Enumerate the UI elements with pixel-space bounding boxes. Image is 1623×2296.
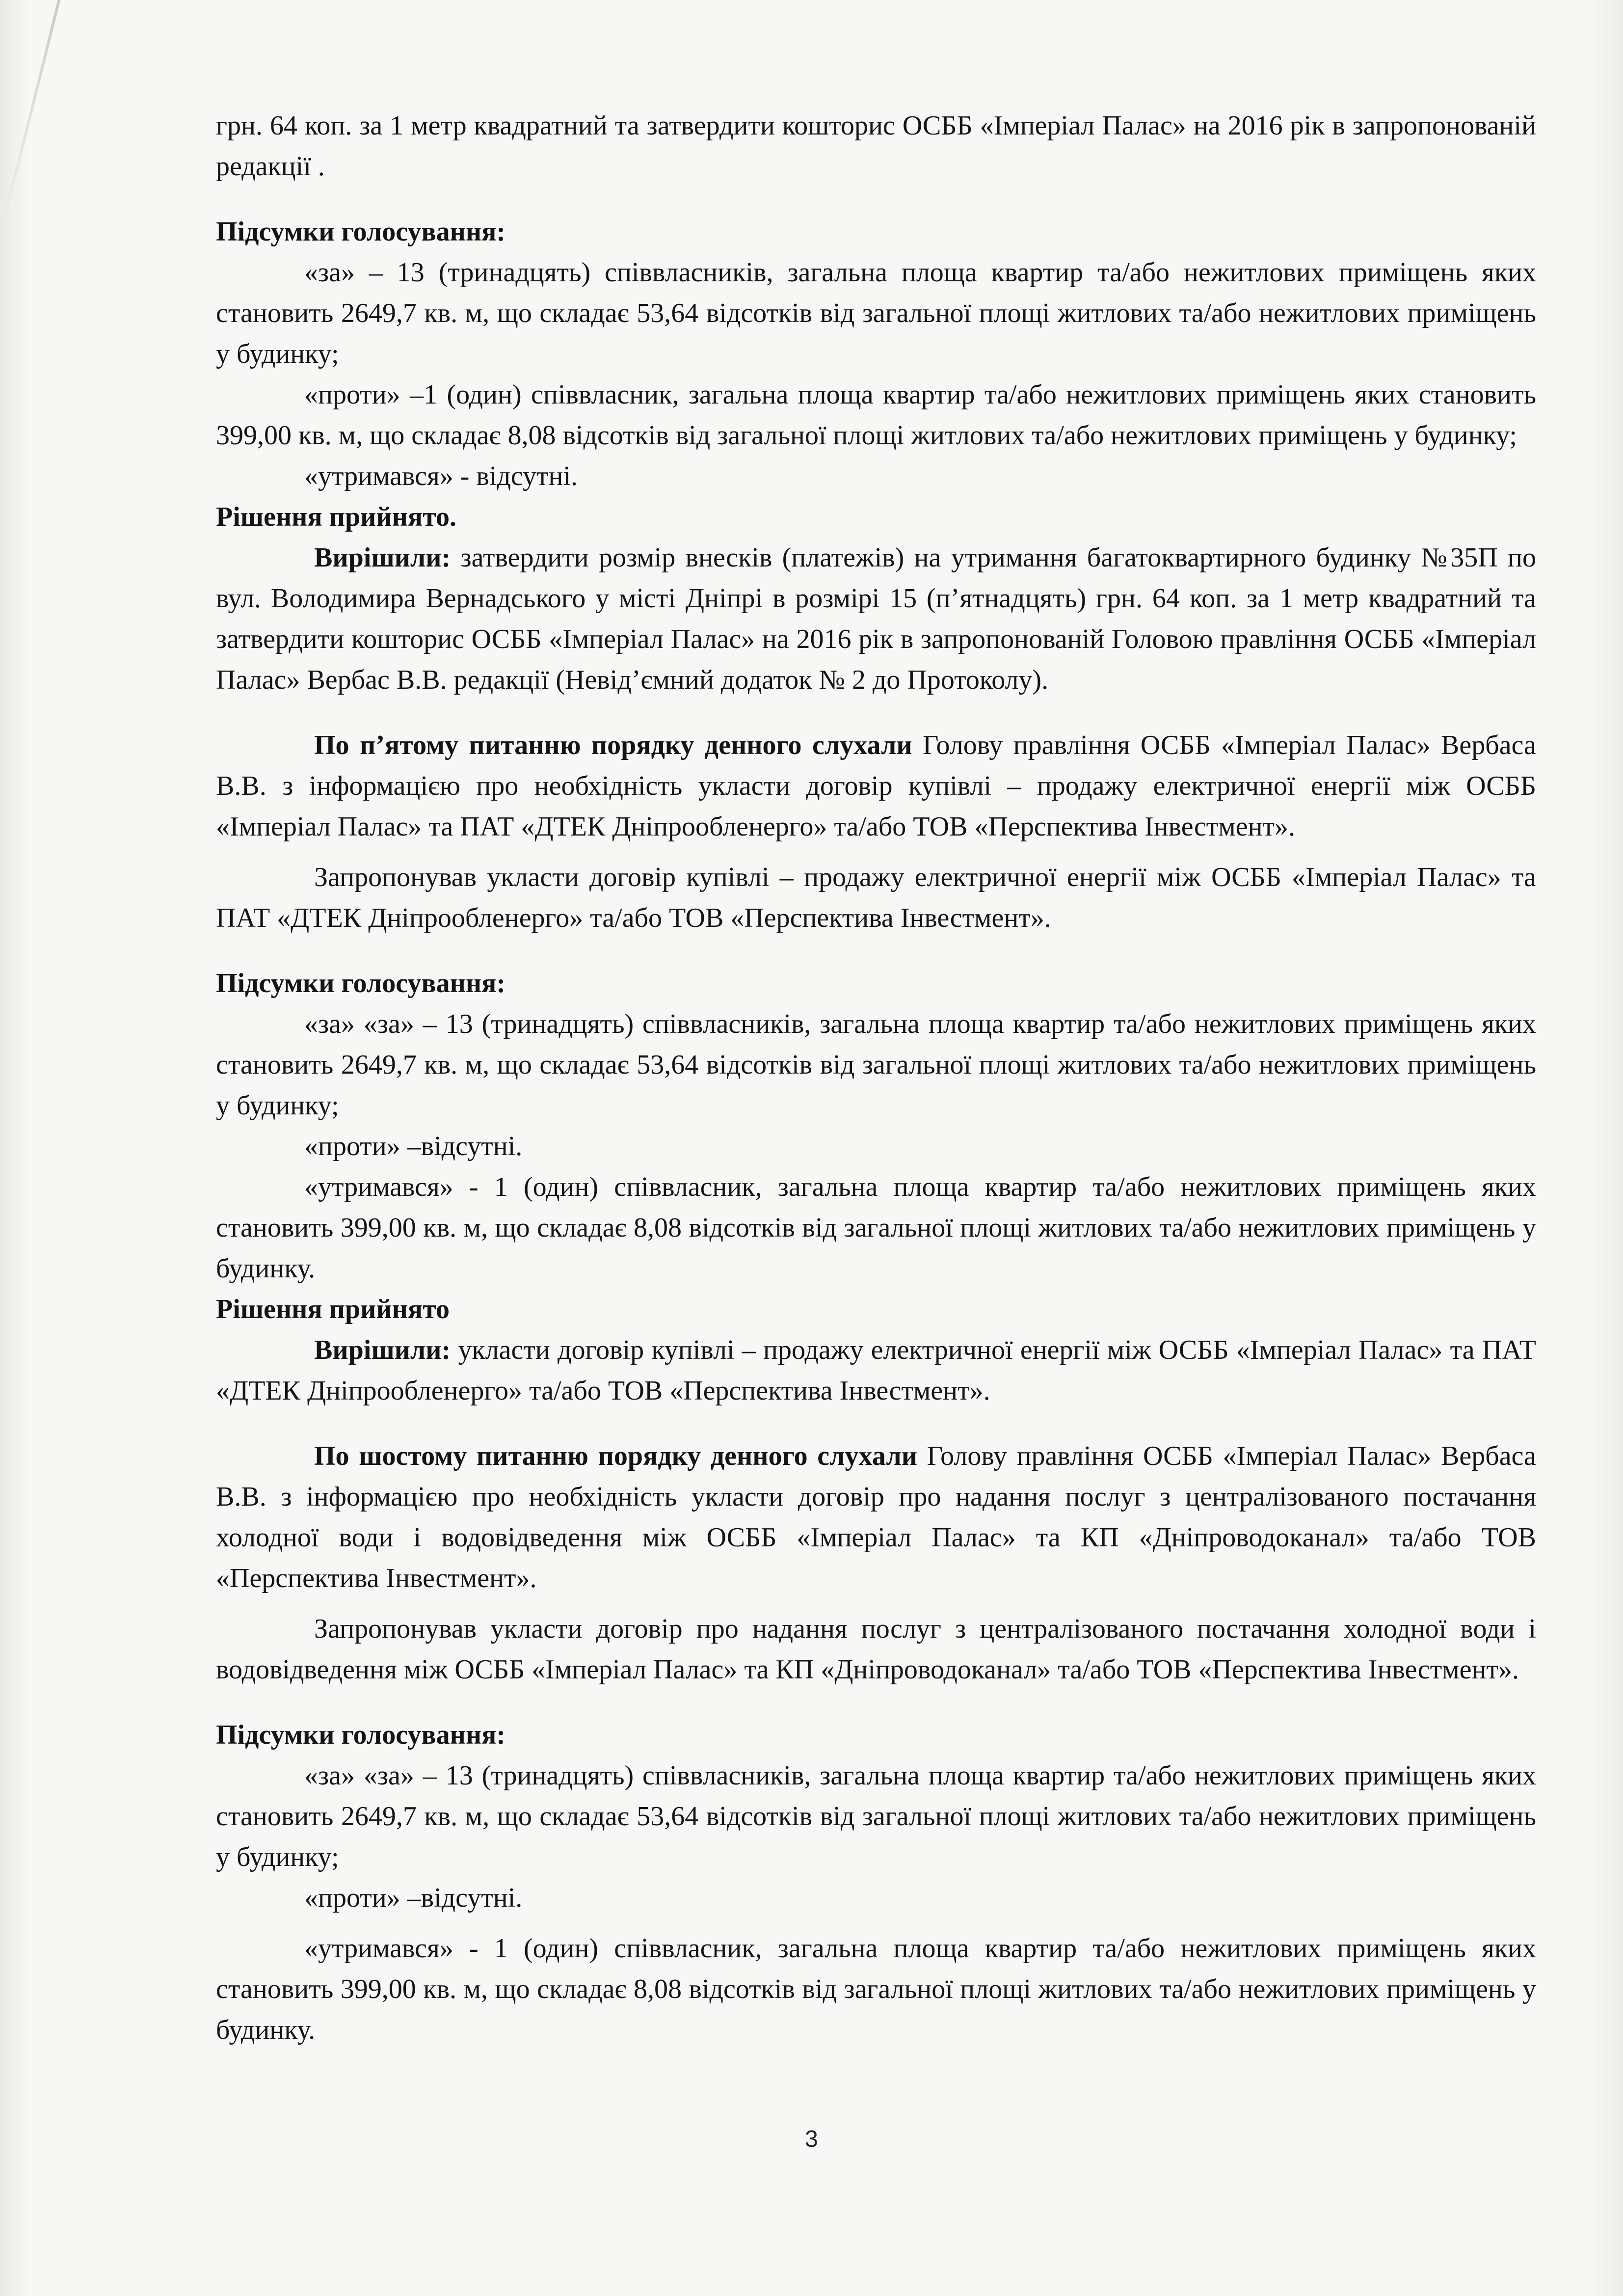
page-number: 3 bbox=[805, 2126, 818, 2152]
vote-abstain-5: «утримався» - 1 (один) співвласник, загальна площа квартир та/або нежитлових приміщень яких становить 399,00 кв. м, що складає 8,08 відсотків від загальної площі житлових та/або нежитлових приміщень у будинку. bbox=[216, 1172, 1536, 1284]
vote-against-1: «проти» –1 (один) співвласник, загальна площа квартир та/або нежитлових приміщень яких становить 399,00 кв. м, що складає 8,08 відсотків від загальної площі житлових та/або нежитлових приміщень у будинку; bbox=[216, 379, 1536, 451]
document-body bbox=[216, 106, 1536, 2051]
vote-abstain-1: «утримався» - відсутні. bbox=[304, 461, 578, 491]
intro-paragraph: грн. 64 коп. за 1 метр квадратний та затвердити кошторис ОСББ «Імперіал Палас» на 2016 рік в запропонованій редакції . bbox=[216, 110, 1536, 182]
vote-abstain-6: «утримався» - 1 (один) співвласник, загальна площа квартир та/або нежитлових приміщень яких становить 399,00 кв. м, що складає 8,08 відсотків від загальної площі житлових та/або нежитлових приміщень у будинку. bbox=[216, 1933, 1536, 2045]
agenda-item-5 bbox=[216, 725, 1536, 847]
vote-against-5: «проти» –відсутні. bbox=[304, 1131, 523, 1162]
resolved-1 bbox=[216, 538, 1536, 701]
agenda-item-6-text: Голову правління ОСББ «Імперіал Палас» Вербаса В.В. з інформацією про необхідність укласти договір про надання послуг з централізованого постачання холодної води і водовідведення між ОСББ «Імперіал Палас» та КП «Дніпроводоканал» та/або ТОВ «Перспектива Інвестмент». bbox=[216, 1441, 1536, 1594]
proposal-5: Запропонував укласти договір купівлі – продажу електричної енергії між ОСББ «Імперіал Палас» та ПАТ «ДТЕК Дніпрообленерго» та/або ТОВ «Перспектива Інвестмент». bbox=[216, 862, 1536, 933]
vote-for-1: «за» – 13 (тринадцять) співвласників, загальна площа квартир та/або нежитлових приміщень яких становить 2649,7 кв. м, що складає 53,64 відсотків від загальної площі житлових та/або нежитлових приміщень у будинку; bbox=[216, 257, 1536, 369]
resolved-5 bbox=[216, 1330, 1536, 1411]
decision-5: Рішення прийнято bbox=[216, 1294, 450, 1324]
agenda-item-5-heading: По п’ятому питанню порядку денного слухали bbox=[314, 730, 912, 760]
voting-results-heading-5: Підсумки голосування: bbox=[216, 968, 506, 999]
resolved-label-1: Вирішили: bbox=[314, 542, 451, 573]
resolved-text-1: затвердити розмір внесків (платежів) на утримання багатоквартирного будинку №35П по вул. Володимира Вернадського у місті Дніпрі в розмірі 15 (п’ятнадцять) грн. 64 коп. за 1 метр квадратний та затвердити кошторис ОСББ «Імперіал Палас» на 2016 рік в запропонованій Головою правління ОСББ «Імперіал Палас» Вербас В.В. редакції (Невід’ємний додаток № 2 до Протоколу). bbox=[216, 542, 1536, 695]
voting-results-heading-1: Підсумки голосування: bbox=[216, 216, 506, 247]
resolved-text-5: укласти договір купівлі – продажу електричної енергії між ОСББ «Імперіал Палас» та ПАТ «ДТЕК Дніпрообленерго» та/або ТОВ «Перспектива Інвестмент». bbox=[216, 1335, 1536, 1406]
vote-for-5: «за» «за» – 13 (тринадцять) співвласників, загальна площа квартир та/або нежитлових приміщень яких становить 2649,7 кв. м, що складає 53,64 відсотків від загальної площі житлових та/або нежитлових приміщень у будинку; bbox=[216, 1009, 1536, 1121]
proposal-6: Запропонував укласти договір про надання послуг з централізованого постачання холодної води і водовідведення між ОСББ «Імперіал Палас» та КП «Дніпроводоканал» та/або ТОВ «Перспектива Інвестмент». bbox=[216, 1614, 1536, 1685]
agenda-item-6 bbox=[216, 1436, 1536, 1599]
voting-results-heading-6: Підсумки голосування: bbox=[216, 1720, 506, 1750]
decision-1: Рішення прийнято. bbox=[216, 502, 456, 532]
resolved-label-5: Вирішили: bbox=[314, 1335, 451, 1365]
vote-against-6: «проти» –відсутні. bbox=[304, 1883, 523, 1913]
vote-for-6: «за» «за» – 13 (тринадцять) співвласників, загальна площа квартир та/або нежитлових приміщень яких становить 2649,7 кв. м, що складає 53,64 відсотків від загальної площі житлових та/або нежитлових приміщень у будинку; bbox=[216, 1760, 1536, 1872]
agenda-item-5-text: Голову правління ОСББ «Імперіал Палас» Вербаса В.В. з інформацією про необхідність укласти договір купівлі – продажу електричної енергії між ОСББ «Імперіал Палас» та ПАТ «ДТЕК Дніпрообленерго» та/або ТОВ «Перспектива Інвестмент». bbox=[216, 730, 1537, 842]
agenda-item-6-heading: По шостому питанню порядку денного слухали bbox=[314, 1441, 917, 1471]
